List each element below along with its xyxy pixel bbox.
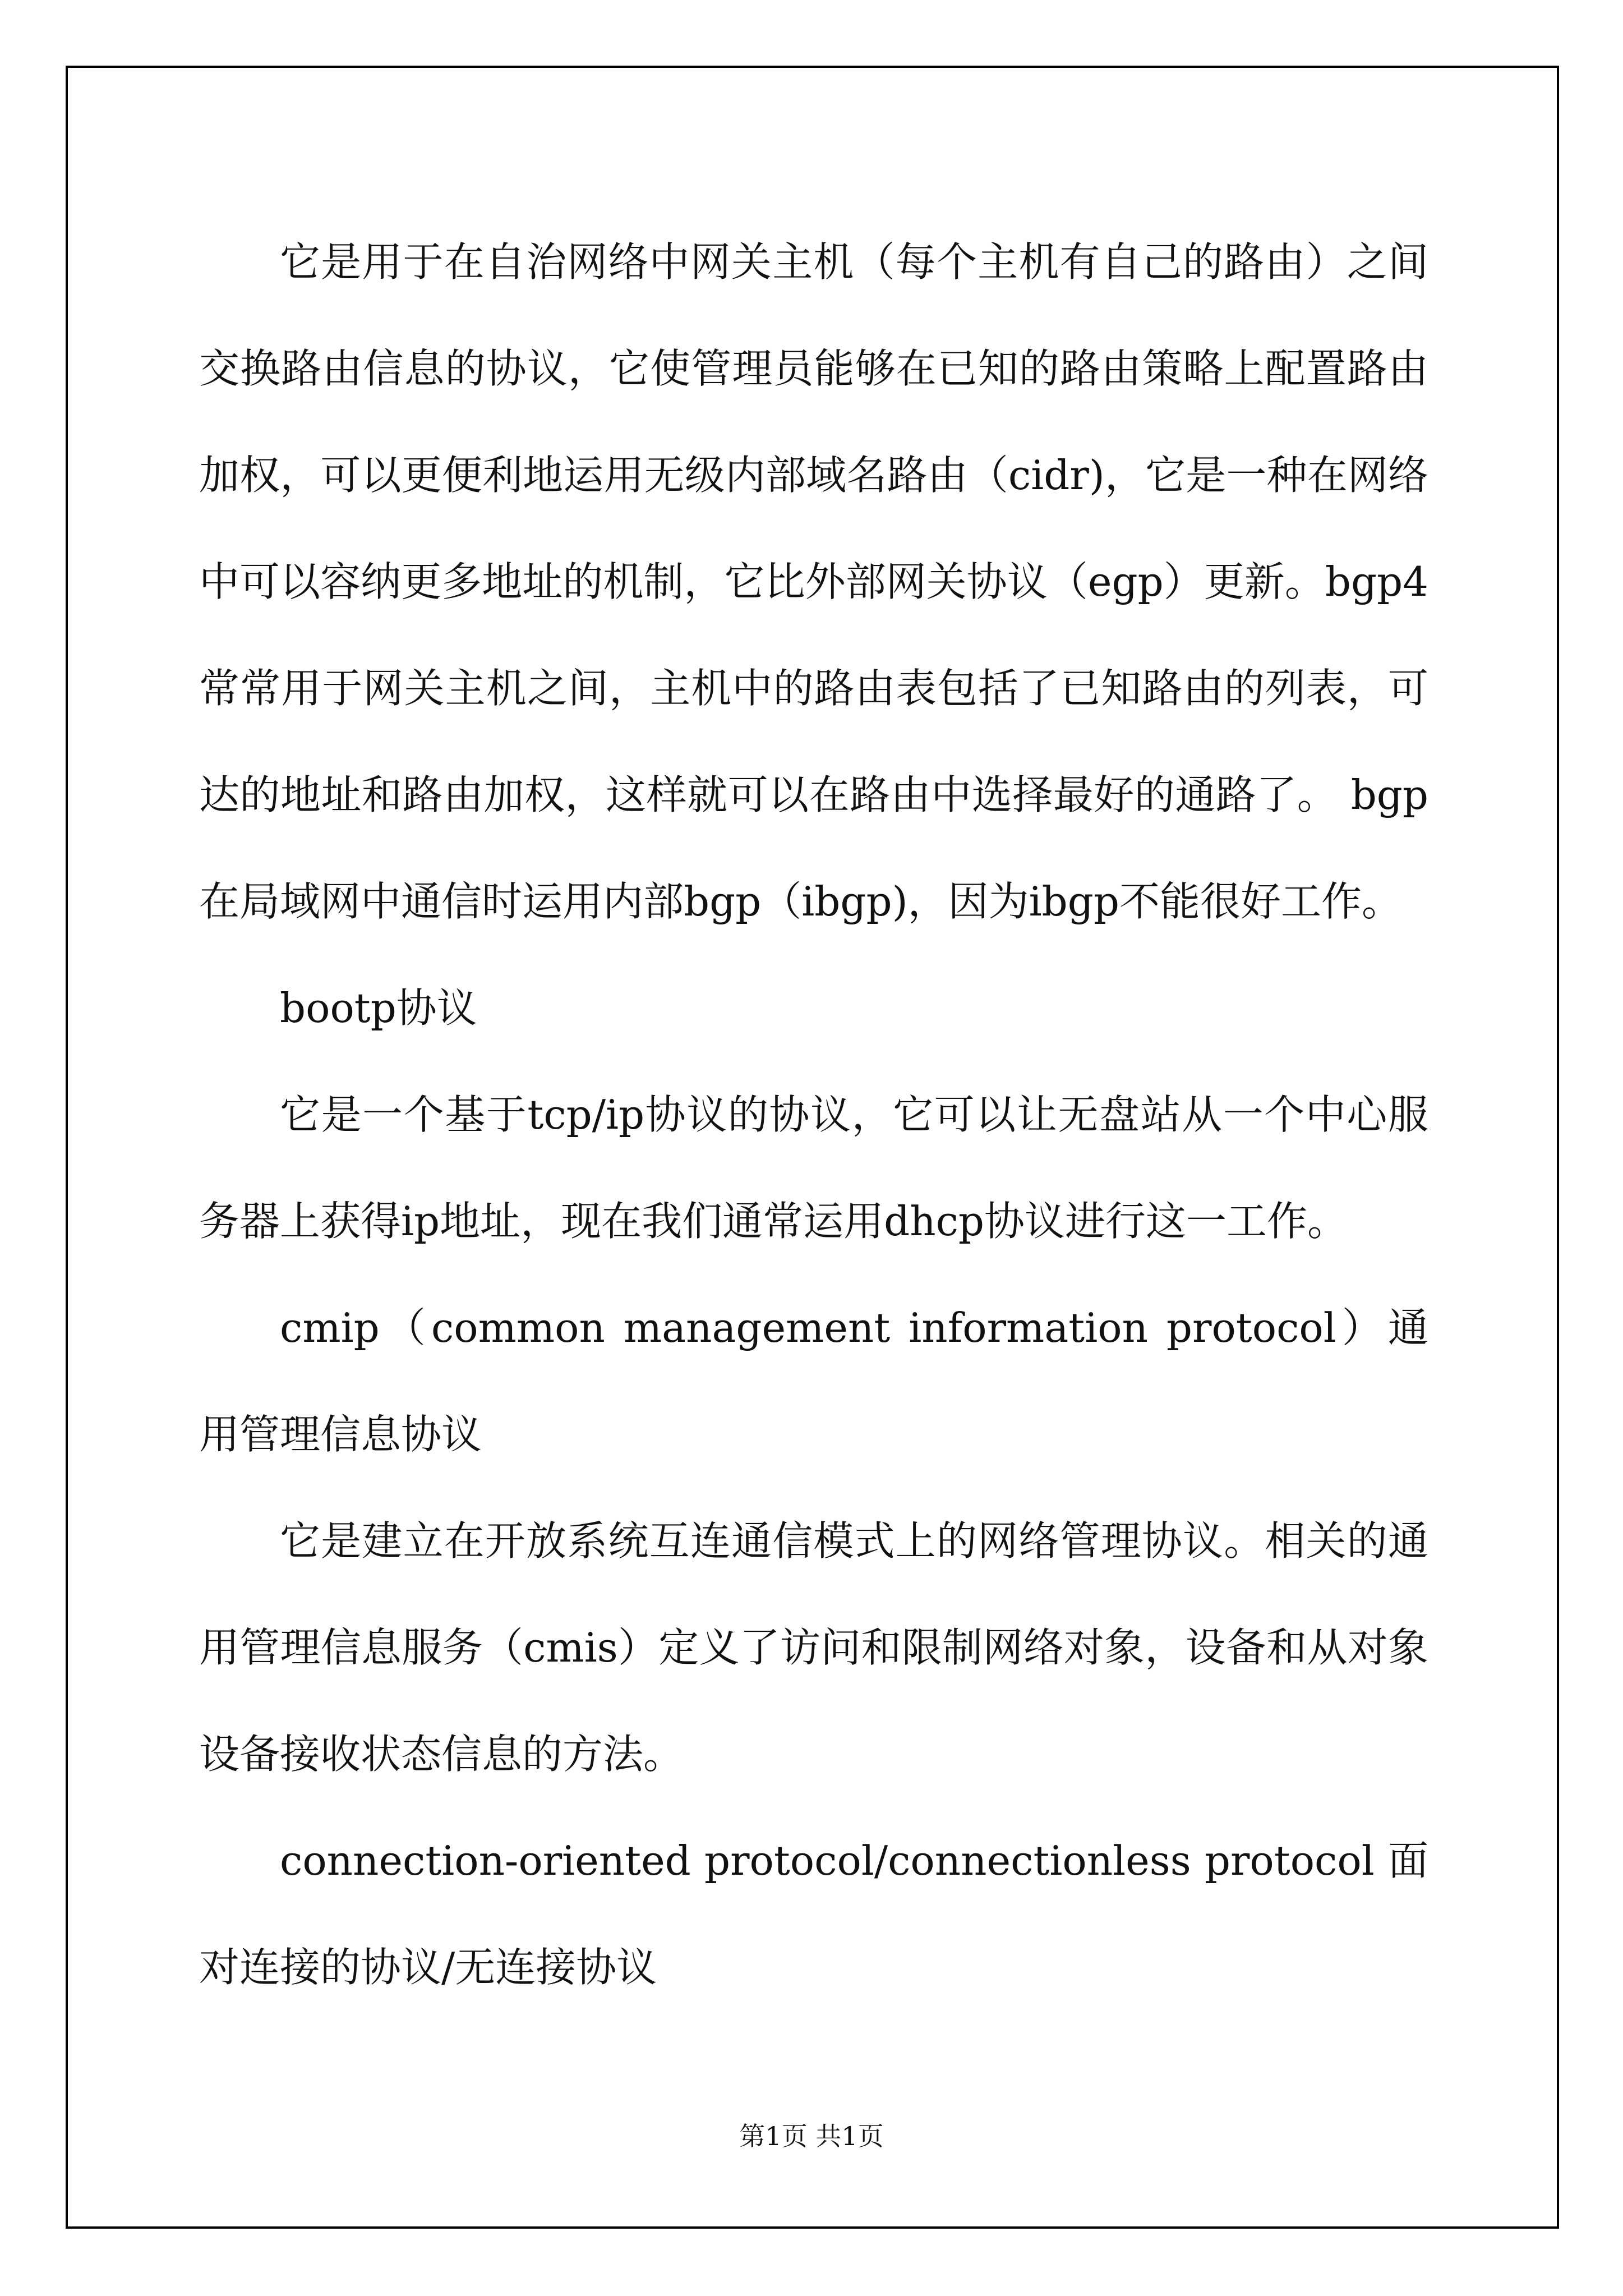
heading-bootp: bootp协议 xyxy=(280,984,477,1032)
paragraph-bgp-description: 它是用于在自治网络中网关主机（每个主机有自己的路由）之间交换路由信息的协议，它使管理员能够在已知的路由策略上配置路由加权，可以更便利地运用无级内部域名路由（cidr)，它是一种在网络中可以容纳更多地址的机制，它比外部网关协议（egp）更新。bgp4常常用于网关主机之间，主机中的路由表包括了已知路由的列表，可达的地址和路由加权，这样就可以在路由中选择最好的通路了。 bgp在局域网中通信时运用内部bgp（ibgp)，因为ibgp不能很好工作。 xyxy=(199,238,1428,925)
paragraph-bootp-description: 它是一个基于tcp/ip协议的协议，它可以让无盘站从一个中心服务器上获得ip地址，现在我们通常运用dhcp协议进行这一工作。 xyxy=(199,1091,1428,1245)
paragraph-cmip-description: 它是建立在开放系统互连通信模式上的网络管理协议。相关的通用管理信息服务（cmis）定义了访问和限制网络对象，设备和从对象设备接收状态信息的方法。 xyxy=(199,1517,1428,1778)
heading-cmip: cmip（common management information protocol）通用管理信息协议 xyxy=(199,1304,1428,1458)
heading-connection-protocol: connection-oriented protocol/connectionless protocol 面对连接的协议/无连接协议 xyxy=(199,1837,1428,1991)
page-footer: 第1页 共1页 xyxy=(739,2121,884,2151)
document-body xyxy=(199,209,1428,2021)
